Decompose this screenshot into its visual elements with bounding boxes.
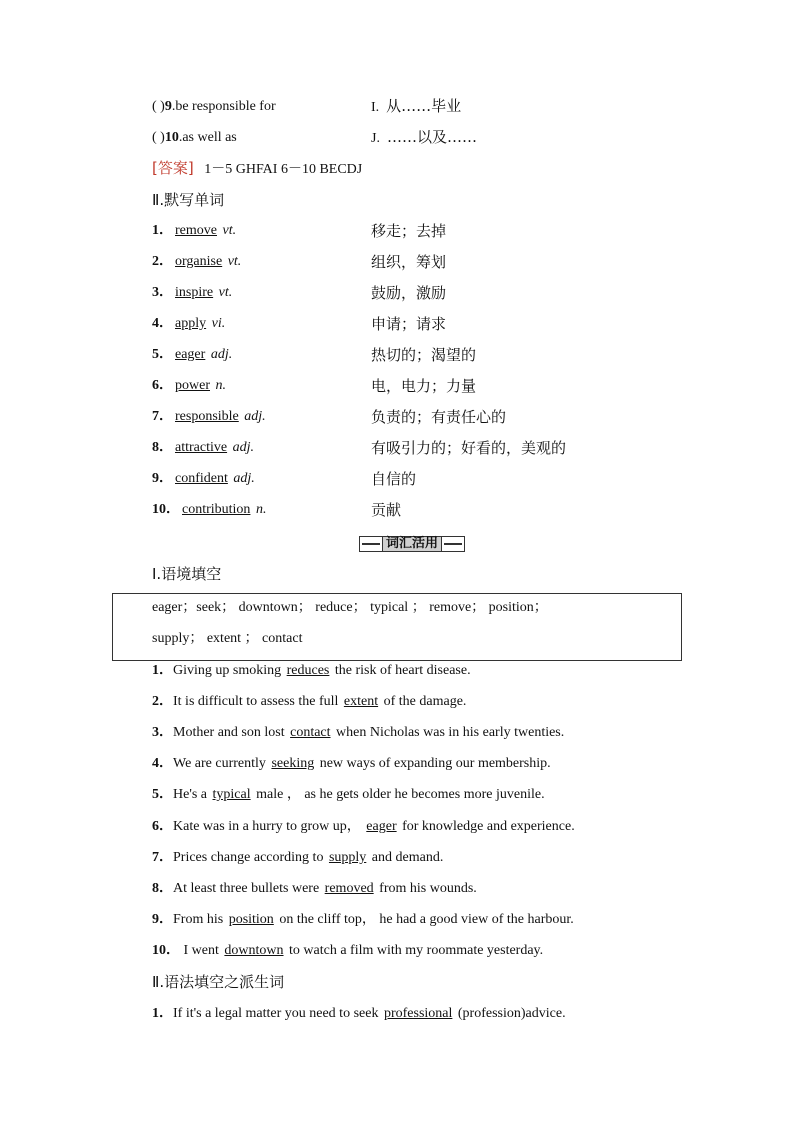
sentence-row [152,941,543,961]
sentence-row [152,910,574,930]
section-title-derived-words: Ⅱ.语法填空之派生词 [152,973,285,991]
phrase: .as well as [178,130,237,145]
vocab-number: 2． [152,254,173,269]
vocab-number: 4． [152,316,173,331]
sentence-answer: typical [212,787,251,802]
sentence-row [152,785,545,805]
vocab-row [152,252,241,272]
part-of-speech: vi. [211,316,226,331]
vocab-row [152,500,266,520]
part-of-speech: adj. [244,409,266,424]
sentence-pre: Prices change according to [173,850,327,865]
sentence-row [152,661,471,681]
word-bank-box [112,593,682,661]
sentence-answer: seeking [271,756,315,771]
vocab-number: 3． [152,285,173,300]
sentence-answer: eager [366,819,397,834]
answer-text: 1－5 GHFAI 6－10 BECDJ [204,162,363,177]
vocab-meaning: 组织，筹划 [371,253,447,271]
sentence-answer: removed [324,881,374,896]
vocab-row [152,283,232,303]
letter: I. [371,100,380,115]
part-of-speech: vt. [227,254,242,269]
vocab-meaning: 负责的；有责任心的 [371,408,507,426]
vocab-meaning: 移走；去掉 [371,222,447,240]
answer-line [152,158,362,180]
part-of-speech: n. [215,378,226,393]
derived-post: (profession)advice. [454,1006,566,1021]
sentence-post: male ， as he gets older he becomes more juvenile. [252,787,545,802]
sentence-number: 8． [152,881,173,896]
sentence-answer: supply [328,850,367,865]
vocab-word-answer: inspire [175,285,214,300]
meaning: 从……毕业 [386,97,462,115]
banner-label: 词汇活用 [382,536,442,552]
vocab-word-answer: contribution [182,502,251,517]
sentence-row [152,848,443,868]
sentence-answer: downtown [224,943,284,958]
vocab-word-answer: attractive [175,440,228,455]
vocab-word-answer: confident [175,471,228,486]
sentence-post: on the cliff top， he had a good view of the harbour. [275,912,574,927]
vocab-meaning: 申请；请求 [371,315,447,333]
sentence-post: the risk of heart disease. [331,663,471,678]
sentence-pre: Giving up smoking [173,663,285,678]
part-of-speech: adj. [233,471,255,486]
section-title-context-fill: Ⅰ.语境填空 [152,565,222,583]
vocab-row [152,314,225,334]
matching-meaning-9 [371,96,461,118]
item-number: 9 [164,99,172,114]
derived-pre: If it's a legal matter you need to seek [173,1006,382,1021]
part-of-speech: adj. [232,440,254,455]
part-of-speech: n. [255,502,267,517]
vocab-meaning: 鼓励，激励 [371,284,447,302]
paren: ( ) [152,130,165,145]
vocab-meaning: 自信的 [371,470,417,488]
sentence-pre: I went [180,943,223,958]
vocab-row [152,407,266,427]
vocab-row [152,376,226,396]
vocab-word-answer: power [175,378,210,393]
sentence-pre: We are currently [173,756,270,771]
vocab-word-answer: eager [175,347,206,362]
sentence-number: 7． [152,850,173,865]
sentence-pre: He's a [173,787,211,802]
sentence-pre: At least three bullets were [173,881,323,896]
sentence-number: 3． [152,725,173,740]
sentence-number: 6． [152,819,173,834]
sentence-pre: From his [173,912,227,927]
sentence-post: of the damage. [380,694,467,709]
derived-answer: professional [383,1006,453,1021]
paren: ( ) [152,99,165,114]
sentence-answer: contact [290,725,331,740]
section-banner [359,536,465,552]
vocab-number: 10． [152,502,180,517]
sentence-row [152,879,477,899]
derived-number: 1． [152,1006,173,1021]
sentence-pre: It is difficult to assess the full [173,694,342,709]
sentence-pre: Mother and son lost [173,725,289,740]
vocab-number: 6． [152,378,173,393]
vocab-number: 5． [152,347,173,362]
vocab-meaning: 有吸引力的；好看的，美观的 [371,439,567,457]
matching-row-10 [152,128,237,148]
sentence-post: to watch a film with my roommate yesterday. [285,943,544,958]
vocab-word-answer: apply [175,316,207,331]
sentence-row [152,723,564,743]
derived-row [152,1004,566,1024]
letter: J. [371,131,380,146]
sentence-answer: extent [343,694,379,709]
section-title-dictation: Ⅱ.默写单词 [152,191,225,209]
vocab-row [152,438,254,458]
sentence-number: 9． [152,912,173,927]
sentence-number: 4． [152,756,173,771]
item-number: 10 [164,130,179,145]
part-of-speech: vt. [218,285,233,300]
word-bank-line-2: supply； extent ； contact [152,631,303,646]
sentence-number: 10． [152,943,180,958]
sentence-post: when Nicholas was in his early twenties. [332,725,565,740]
sentence-number: 2． [152,694,173,709]
sentence-number: 5． [152,787,173,802]
vocab-meaning: 电，电力；力量 [371,377,477,395]
word-bank-line-1: eager；seek； downtown； reduce； typical ； remove； position； [152,600,548,615]
sentence-post: new ways of expanding our membership. [316,756,551,771]
vocab-row [152,345,232,365]
sentence-number: 1． [152,663,173,678]
sentence-row [152,754,551,774]
sentence-answer: position [228,912,274,927]
matching-meaning-10 [371,127,477,149]
matching-row-9 [152,97,276,117]
sentence-post: from his wounds. [375,881,477,896]
vocab-meaning: 热切的；渴望的 [371,346,477,364]
phrase: .be responsible for [171,99,276,114]
vocab-number: 8． [152,440,173,455]
sentence-row [152,817,575,837]
sentence-post: for knowledge and experience. [398,819,575,834]
vocab-word-answer: organise [175,254,223,269]
vocab-row [152,469,255,489]
vocab-word-answer: remove [175,223,217,238]
vocab-number: 9． [152,471,173,486]
sentence-row [152,692,466,712]
sentence-answer: reduces [286,663,330,678]
vocab-word-answer: responsible [175,409,239,424]
part-of-speech: adj. [210,347,233,362]
vocab-meaning: 贡献 [371,501,402,519]
vocab-number: 7． [152,409,173,424]
vocab-row [152,221,236,241]
part-of-speech: vt. [222,223,237,238]
vocab-number: 1． [152,223,173,238]
answer-tag: [答案] [152,159,194,177]
sentence-post: and demand. [368,850,444,865]
meaning: ……以及…… [386,128,477,146]
sentence-pre: Kate was in a hurry to grow up， [173,819,365,834]
